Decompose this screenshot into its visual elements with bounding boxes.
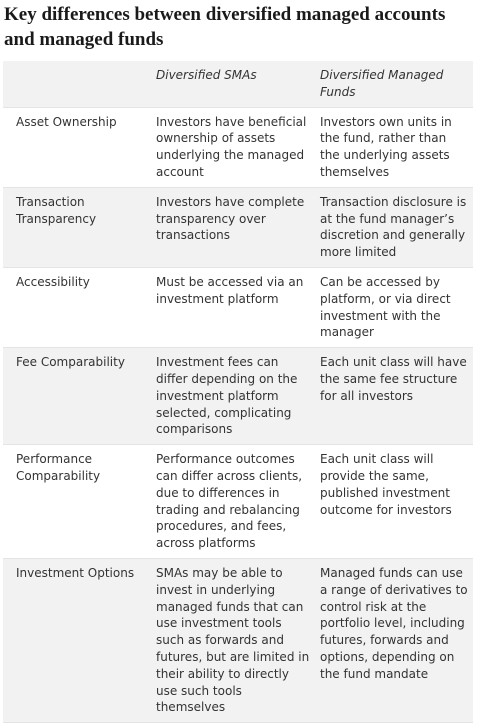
row-fund-cell: Each unit class will provide the same, published investment outcome for investors [314,445,473,559]
table-row-fee-comparability [3,348,473,445]
row-fund-cell: Each unit class will have the same fee structure for all investors [314,348,473,445]
row-feature: Investment Options [3,558,149,722]
row-feature: Asset Ownership [3,107,149,187]
page-title: Key differences between diversified managed accounts and managed funds [4,4,446,50]
table-row-asset-ownership [3,107,473,187]
row-fund-cell: Investors own units in the fund, rather than the underlying assets themselves [314,107,473,187]
table-header-row [3,61,473,107]
header-managed-fund: Diversified Managed Funds [314,61,473,107]
table-row-transaction-transparency [3,187,473,267]
row-feature: Performance Comparability [3,445,149,559]
row-fund-cell: Transaction disclosure is at the fund manager’s discretion and generally more limited [314,187,473,267]
row-feature: Accessibility [3,267,149,347]
comparison-table [3,61,473,723]
row-sma-cell: Must be accessed via an investment platform [149,267,314,347]
header-sma: Diversified SMAs [149,61,314,107]
row-fund-cell: Managed funds can use a range of derivatives to control risk at the portfolio level, including futures, forwards and options, depending on the fund mandate [314,558,473,722]
row-fund-cell: Can be accessed by platform, or via direct investment with the manager [314,267,473,347]
header-feature [3,61,149,107]
table-row-performance-comparability [3,445,473,559]
row-sma-cell: Investors have complete transparency over transactions [149,187,314,267]
row-sma-cell: Performance outcomes can differ across clients, due to differences in trading and rebalancing procedures, and fees, across platforms [149,445,314,559]
table-row-accessibility [3,267,473,347]
row-sma-cell: SMAs may be able to invest in underlying managed funds that can use investment tools such as forwards and futures, but are limited in their ability to directly use such tools themselves [149,558,314,722]
row-feature: Fee Comparability [3,348,149,445]
row-sma-cell: Investment fees can differ depending on the investment platform selected, complicating comparisons [149,348,314,445]
row-sma-cell: Investors have beneficial ownership of assets underlying the managed account [149,107,314,187]
row-feature: Transaction Transparency [3,187,149,267]
table-row-investment-options [3,558,473,722]
